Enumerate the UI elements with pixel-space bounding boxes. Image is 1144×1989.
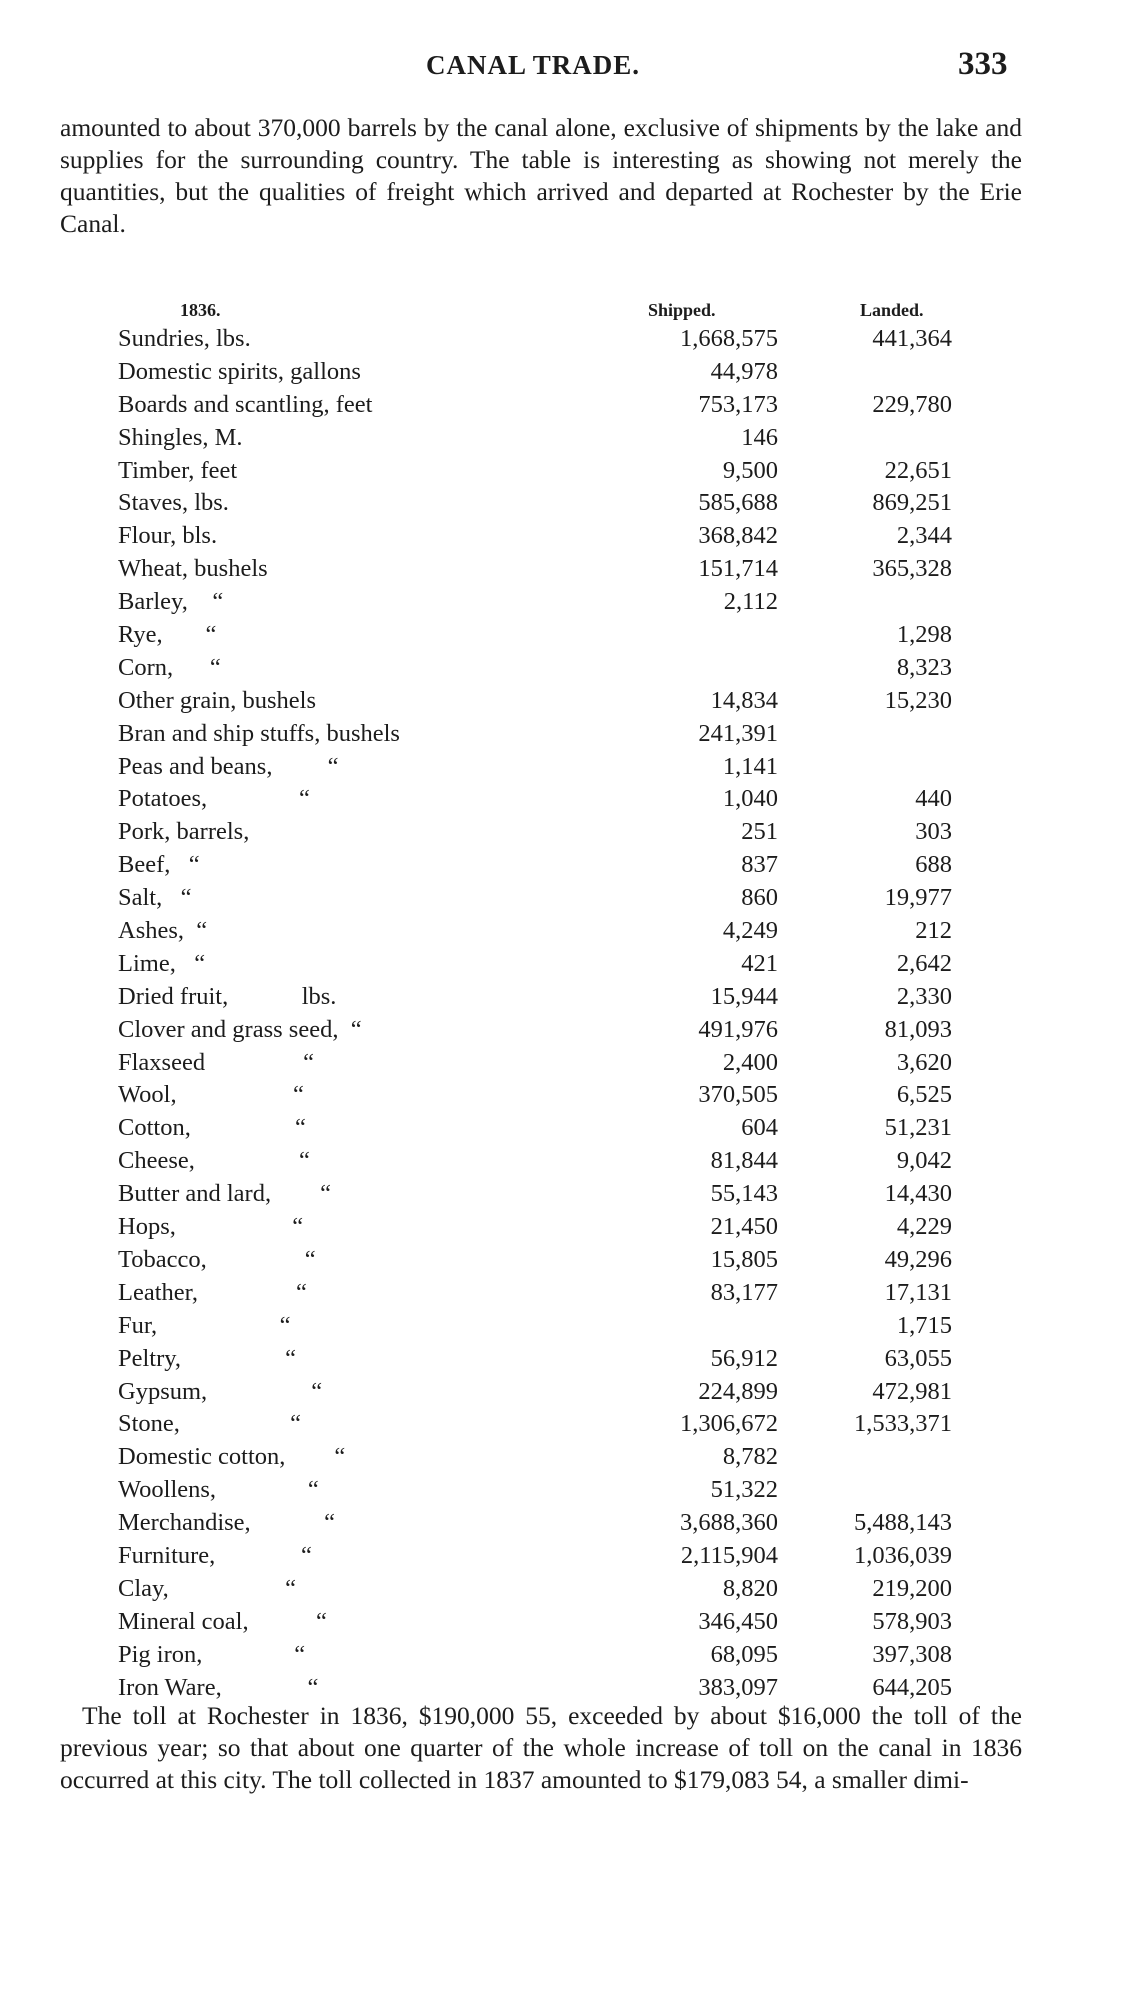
table-row: [118, 685, 1018, 718]
row-landed-value: 578,903: [872, 1607, 952, 1635]
table-row: [118, 816, 1018, 849]
table-row: [118, 1606, 1018, 1639]
table-row: [118, 586, 1018, 619]
trade-table: [118, 323, 1018, 1704]
row-landed-value: 2,344: [896, 522, 952, 550]
row-landed-value: 3,620: [896, 1048, 952, 1076]
row-landed-value: 1,036,039: [854, 1541, 952, 1569]
row-item-label: Tobacco, “: [118, 1245, 316, 1273]
table-row: [118, 389, 1018, 422]
row-landed-value: 1,533,371: [854, 1410, 952, 1438]
row-item-label: Hops, “: [118, 1213, 304, 1241]
row-shipped-value: 55,143: [705, 1178, 778, 1211]
row-shipped-value: 9,500: [717, 455, 778, 488]
row-shipped-value: 346,450: [692, 1606, 778, 1639]
row-item-label: Stone, “: [118, 1410, 302, 1438]
table-row: [118, 520, 1018, 553]
row-shipped-value: 1,141: [717, 751, 778, 784]
year-column-heading: 1836.: [180, 300, 221, 320]
row-shipped-value: 491,976: [692, 1014, 778, 1047]
table-row: [118, 323, 1018, 356]
table-row: [118, 849, 1018, 882]
table-row: [118, 1310, 1018, 1343]
closing-paragraph: The toll at Rochester in 1836, $190,000 55, exceeded by about $16,000 the toll of the previous year; so that about one quarter of the whole increase of toll on the canal in 1836 occurred at this city. The toll collected in 1837 amounted to $179,083 54, a smaller dimi-: [60, 1701, 1022, 1794]
row-item-label: Mineral coal, “: [118, 1607, 327, 1635]
row-landed-value: 49,296: [884, 1245, 952, 1273]
row-item-label: Lime, “: [118, 949, 206, 977]
table-row: [118, 487, 1018, 520]
row-shipped-value: 251: [735, 816, 778, 849]
row-landed-value: 472,981: [872, 1377, 952, 1405]
row-landed-value: 9,042: [896, 1147, 952, 1175]
row-item-label: Peas and beans, “: [118, 752, 339, 780]
row-shipped-value: 585,688: [692, 487, 778, 520]
row-landed-value: 2,642: [896, 949, 952, 977]
table-row: [118, 1277, 1018, 1310]
landed-column-heading: Landed.: [860, 300, 924, 320]
table-row: [118, 652, 1018, 685]
row-shipped-value: 1,306,672: [674, 1408, 778, 1441]
table-row: [118, 1540, 1018, 1573]
row-shipped-value: 151,714: [692, 553, 778, 586]
table-row: [118, 553, 1018, 586]
row-item-label: Timber, feet: [118, 456, 238, 484]
row-landed-value: 8,323: [896, 653, 952, 681]
shipped-column-heading: Shipped.: [648, 300, 716, 320]
table-row: [118, 356, 1018, 389]
row-item-label: Butter and lard, “: [118, 1180, 331, 1208]
row-shipped-value: 368,842: [692, 520, 778, 553]
row-item-label: Flour, bls.: [118, 522, 218, 550]
row-landed-value: 688: [915, 851, 952, 879]
page-number: 333: [958, 46, 1008, 82]
row-item-label: Barley, “: [118, 588, 224, 616]
row-item-label: Clover and grass seed, “: [118, 1015, 362, 1043]
row-shipped-value: 4,249: [717, 915, 778, 948]
table-row: [118, 422, 1018, 455]
row-item-label: Cotton, “: [118, 1114, 306, 1142]
table-row: [118, 948, 1018, 981]
row-shipped-value: 241,391: [692, 718, 778, 751]
row-shipped-value: 837: [735, 849, 778, 882]
row-item-label: Potatoes, “: [118, 785, 310, 813]
row-shipped-value: 860: [735, 882, 778, 915]
table-row: [118, 718, 1018, 751]
row-shipped-value: 421: [735, 948, 778, 981]
table-row: [118, 1112, 1018, 1145]
row-landed-value: 2,330: [896, 982, 952, 1010]
row-landed-value: 81,093: [884, 1015, 952, 1043]
table-row: [118, 1408, 1018, 1441]
row-shipped-value: 146: [735, 422, 778, 455]
row-landed-value: 6,525: [896, 1081, 952, 1109]
row-shipped-value: 2,400: [717, 1047, 778, 1080]
table-row: [118, 981, 1018, 1014]
row-shipped-value: 383,097: [692, 1672, 778, 1705]
table-row: [118, 1079, 1018, 1112]
row-item-label: Leather, “: [118, 1278, 307, 1306]
row-item-label: Staves, lbs.: [118, 489, 229, 517]
table-row: [118, 1047, 1018, 1080]
row-item-label: Pig iron, “: [118, 1640, 306, 1668]
row-shipped-value: 604: [735, 1112, 778, 1145]
row-landed-value: 229,780: [872, 390, 952, 418]
row-shipped-value: 1,040: [717, 783, 778, 816]
row-landed-value: 644,205: [872, 1673, 952, 1701]
table-row: [118, 619, 1018, 652]
row-landed-value: 17,131: [884, 1278, 952, 1306]
row-item-label: Ashes, “: [118, 917, 208, 945]
table-row: [118, 783, 1018, 816]
row-item-label: Beef, “: [118, 851, 200, 879]
row-landed-value: 5,488,143: [854, 1509, 952, 1537]
row-shipped-value: 15,805: [705, 1244, 778, 1277]
table-row: [118, 455, 1018, 488]
row-shipped-value: 83,177: [705, 1277, 778, 1310]
table-row: [118, 1507, 1018, 1540]
row-item-label: Iron Ware, “: [118, 1673, 319, 1701]
row-landed-value: 440: [915, 785, 952, 813]
row-landed-value: 869,251: [872, 489, 952, 517]
row-landed-value: 212: [915, 917, 952, 945]
table-row: [118, 1639, 1018, 1672]
table-row: [118, 1343, 1018, 1376]
row-shipped-value: 1,668,575: [674, 323, 778, 356]
table-row: [118, 1441, 1018, 1474]
row-item-label: Sundries, lbs.: [118, 325, 251, 352]
table-row: [118, 1573, 1018, 1606]
row-item-label: Shingles, M.: [118, 423, 243, 451]
row-landed-value: 365,328: [872, 555, 952, 583]
row-item-label: Domestic cotton, “: [118, 1443, 346, 1471]
row-item-label: Furniture, “: [118, 1541, 312, 1569]
row-landed-value: 4,229: [896, 1213, 952, 1241]
row-landed-value: 1,715: [896, 1311, 952, 1339]
row-item-label: Rye, “: [118, 621, 217, 649]
row-landed-value: 397,308: [872, 1640, 952, 1668]
row-item-label: Dried fruit, lbs.: [118, 982, 337, 1010]
row-landed-value: 14,430: [884, 1180, 952, 1208]
row-shipped-value: 15,944: [705, 981, 778, 1014]
row-shipped-value: 2,112: [718, 586, 778, 619]
row-shipped-value: 753,173: [692, 389, 778, 422]
row-item-label: Pork, barrels,: [118, 818, 250, 846]
row-shipped-value: 44,978: [705, 356, 778, 389]
row-landed-value: 22,651: [884, 456, 952, 484]
row-landed-value: 441,364: [872, 325, 952, 352]
row-landed-value: 51,231: [884, 1114, 952, 1142]
row-shipped-value: 224,899: [692, 1376, 778, 1409]
row-shipped-value: 8,820: [717, 1573, 778, 1606]
table-row: [118, 915, 1018, 948]
table-row: [118, 1244, 1018, 1277]
row-landed-value: 63,055: [884, 1344, 952, 1372]
row-shipped-value: 3,688,360: [674, 1507, 778, 1540]
row-item-label: Gypsum, “: [118, 1377, 323, 1405]
row-item-label: Other grain, bushels: [118, 686, 316, 714]
row-landed-value: 219,200: [872, 1574, 952, 1602]
table-row: [118, 1145, 1018, 1178]
row-item-label: Fur, “: [118, 1311, 291, 1339]
table-row: [118, 751, 1018, 784]
row-item-label: Corn, “: [118, 653, 221, 681]
row-landed-value: 1,298: [896, 621, 952, 649]
row-item-label: Bran and ship stuffs, bushels: [118, 719, 400, 747]
row-shipped-value: 51,322: [705, 1474, 778, 1507]
row-landed-value: 19,977: [884, 884, 952, 912]
row-item-label: Salt, “: [118, 884, 192, 912]
table-row: [118, 1178, 1018, 1211]
row-shipped-value: 14,834: [705, 685, 778, 718]
row-landed-value: 15,230: [884, 686, 952, 714]
row-item-label: Clay, “: [118, 1574, 297, 1602]
table-row: [118, 1376, 1018, 1409]
row-item-label: Cheese, “: [118, 1147, 310, 1175]
row-shipped-value: 21,450: [705, 1211, 778, 1244]
row-shipped-value: 8,782: [717, 1441, 778, 1474]
row-shipped-value: 81,844: [705, 1145, 778, 1178]
row-item-label: Merchandise, “: [118, 1509, 336, 1537]
row-item-label: Domestic spirits, gallons: [118, 357, 361, 385]
table-row: [118, 882, 1018, 915]
row-item-label: Wool, “: [118, 1081, 304, 1109]
row-shipped-value: 2,115,904: [675, 1540, 778, 1573]
table-row: [118, 1474, 1018, 1507]
row-item-label: Boards and scantling, feet: [118, 390, 373, 418]
row-shipped-value: 56,912: [705, 1343, 778, 1376]
row-item-label: Wheat, bushels: [118, 555, 268, 583]
row-item-label: Woollens, “: [118, 1476, 319, 1504]
intro-paragraph: amounted to about 370,000 barrels by the canal alone, exclusive of shipments by the lake and supplies for the surrounding country. The table is interesting as showing not merely the quantities, but the qualities of freight which arrived and departed at Rochester by the Erie Canal.: [60, 113, 1022, 238]
row-shipped-value: 68,095: [705, 1639, 778, 1672]
row-shipped-value: 370,505: [692, 1079, 778, 1112]
table-row: [118, 1014, 1018, 1047]
running-title: CANAL TRADE.: [426, 50, 641, 80]
row-item-label: Flaxseed “: [118, 1048, 314, 1076]
row-item-label: Peltry, “: [118, 1344, 297, 1372]
row-landed-value: 303: [915, 818, 952, 846]
table-row: [118, 1211, 1018, 1244]
